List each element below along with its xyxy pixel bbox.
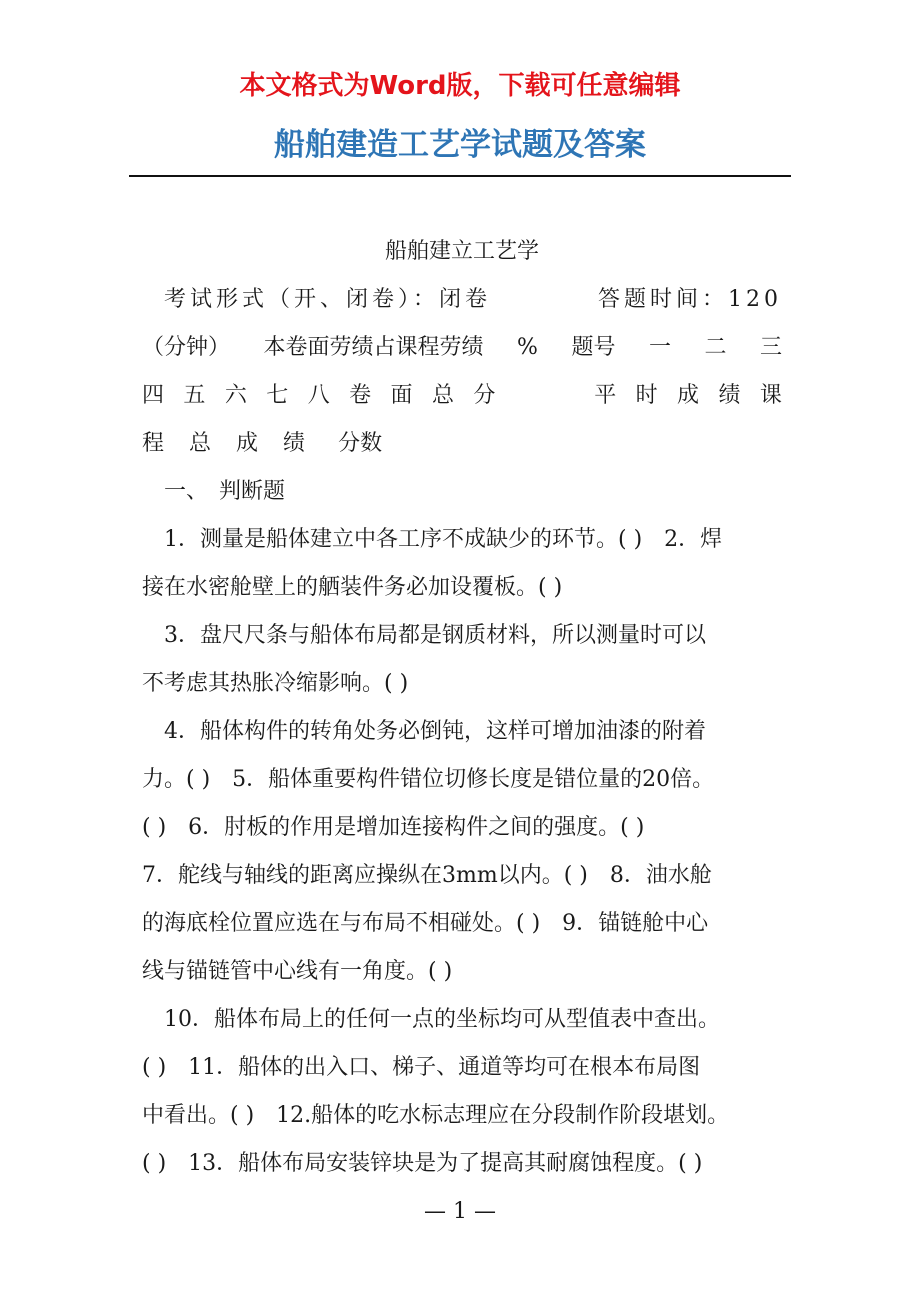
question-line-8: 7．舵线与轴线的距离应操纵在3mm以内。( ) 8．油水舱 [142, 863, 712, 888]
format-banner: 本文格式为Word版，下载可任意编辑 [239, 71, 681, 101]
question-line-9: 的海底栓位置应选在与布局不相碰处。( ) 9．锚链舱中心 [142, 911, 709, 936]
header-col-7: 七 [266, 383, 289, 408]
question-line-2: 接在水密舱壁上的舾装件务必加设覆板。( ) [142, 575, 563, 600]
exam-form: 考试形式（开、闭卷）：闭卷 [164, 287, 492, 312]
question-line-1: 1．测量是船体建立中各工序不成缺少的环节。( ) 2．焊 [164, 527, 723, 552]
section-heading: 一、 判断题 [164, 479, 286, 504]
header-col-4: 四 [142, 383, 165, 408]
question-line-11: 10．船体布局上的任何一点的坐标均可从型值表中查出。 [164, 1007, 720, 1032]
percent-sign: % [517, 335, 538, 360]
question-line-13: 中看出。( ) 12.船体的吃水标志理应在分段制作阶段堪划。 [142, 1103, 730, 1128]
header-col-5: 五 [183, 383, 206, 408]
document-title: 船舶建造工艺学试题及答案 [274, 127, 646, 163]
question-line-4: 不考虑其热胀冷缩影响。( ) [142, 671, 409, 696]
header-col-1: 一 [648, 335, 671, 360]
exam-info-line-2 [142, 324, 782, 372]
header-col-3: 三 [759, 335, 782, 360]
header-usual-2: 时 [635, 383, 658, 408]
minutes-unit: （分钟） [142, 335, 231, 360]
header-usual-4: 绩 [718, 383, 741, 408]
document-body [142, 228, 782, 1188]
title-divider [129, 175, 791, 177]
header-course-2: 程 [142, 431, 165, 456]
header-course-5: 绩 [283, 431, 306, 456]
header-col-6: 六 [224, 383, 247, 408]
question-line-7: ( ) 6．肘板的作用是增加连接构件之间的强度。( ) [142, 815, 645, 840]
score-weight: 本卷面劳绩占课程劳绩 [263, 335, 484, 360]
header-col-8: 八 [307, 383, 330, 408]
question-line-6: 力。( ) 5．船体重要构件错位切修长度是错位量的20倍。 [142, 767, 715, 792]
header-total-4: 分 [473, 383, 496, 408]
header-total-2: 面 [390, 383, 413, 408]
header-usual-1: 平 [594, 383, 617, 408]
question-line-10: 线与锚链管中心线有一角度。( ) [142, 959, 453, 984]
header-col-2: 二 [704, 335, 727, 360]
exam-info-line-1 [142, 276, 782, 324]
header-usual-3: 成 [677, 383, 700, 408]
header-total-3: 总 [431, 383, 454, 408]
header-question-no: 题号 [571, 335, 616, 360]
exam-time: 答题时间：120 [598, 287, 782, 312]
header-course-1: 课 [759, 383, 782, 408]
question-line-5: 4．船体构件的转角处务必倒钝，这样可增加油漆的附着 [164, 719, 706, 744]
header-course-3: 总 [189, 431, 212, 456]
course-title: 船舶建立工艺学 [384, 239, 539, 264]
exam-info-line-3 [142, 372, 782, 420]
page-number: — 1 — [424, 1199, 496, 1224]
header-total-1: 卷 [349, 383, 372, 408]
question-line-14: ( ) 13．船体布局安装锌块是为了提高其耐腐蚀程度。( ) [142, 1151, 703, 1176]
header-score: 分数 [338, 431, 383, 456]
question-line-3: 3．盘尺尺条与船体布局都是钢质材料，所以测量时可以 [164, 623, 706, 648]
exam-info-line-4 [142, 420, 782, 468]
question-line-12: ( ) 11．船体的出入口、梯子、通道等均可在根本布局图 [142, 1055, 701, 1080]
header-course-4: 成 [236, 431, 259, 456]
